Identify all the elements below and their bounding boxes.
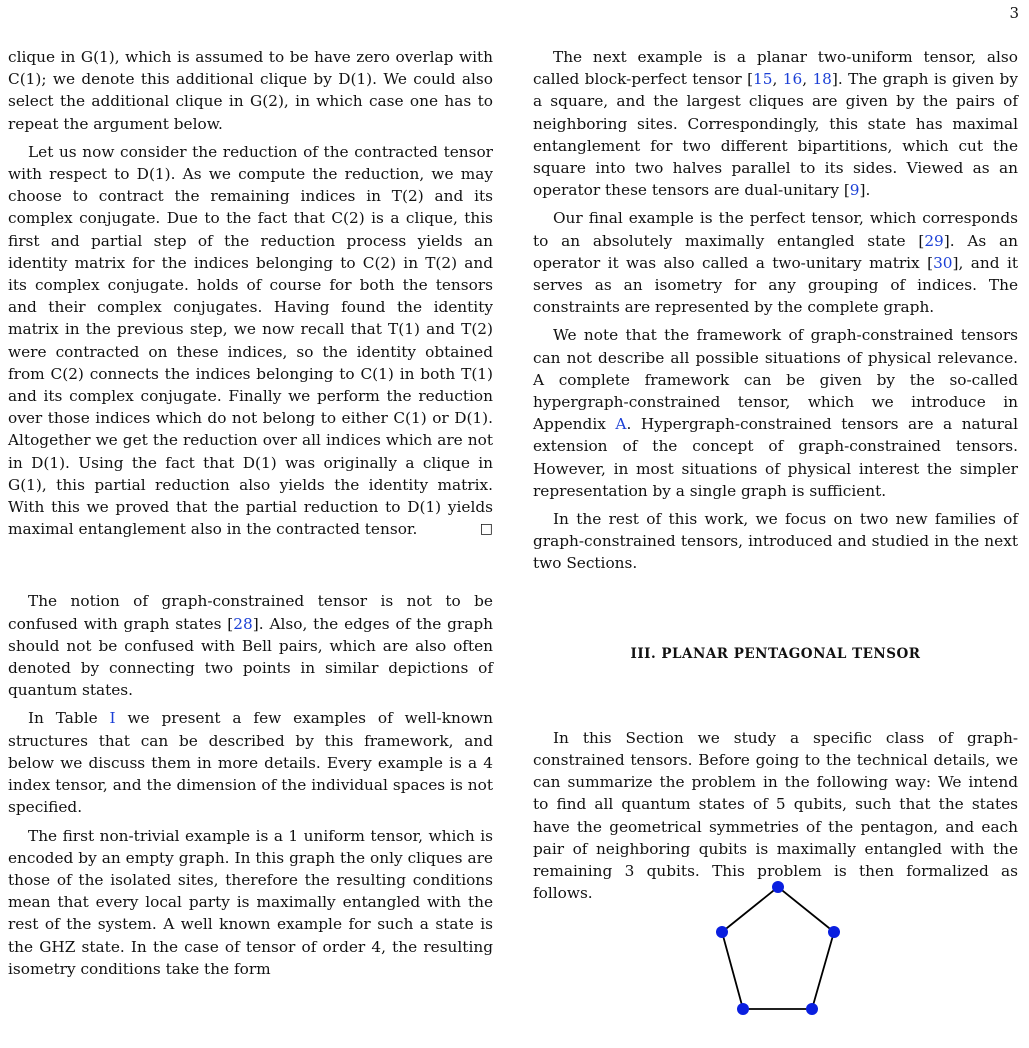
graph-node: [806, 1003, 818, 1015]
pentagon-edges: [722, 887, 834, 1009]
graph-node: [737, 1003, 749, 1015]
pentagon-graph-figure: [700, 875, 860, 1025]
citation-link[interactable]: 16: [782, 70, 803, 89]
citation-link[interactable]: 30: [933, 253, 953, 272]
text: we present a few examples of well-known structures that can be described by this framework, and below we discuss them in more details. Every example is a 4 index tensor, and the dimension of the individual spaces is not specified.: [8, 709, 493, 817]
text: The notion of graph-constrained tensor is not to be confused with graph states [: [8, 592, 493, 633]
table-link[interactable]: I: [109, 709, 116, 728]
citation-link[interactable]: 18: [812, 70, 832, 89]
paragraph: [8, 141, 493, 541]
section-heading: III. PLANAR PENTAGONAL TENSOR: [630, 645, 921, 662]
paragraph: [8, 707, 493, 818]
paragraph: [533, 324, 1018, 502]
left-column: [8, 46, 493, 980]
text: . Hypergraph-constrained tensors are a natural extension of the concept of graph-constrained tensors. However, in most situations of physical interest the simpler representation by a single graph is sufficient.: [533, 415, 1018, 500]
text: ], and it serves as an isometry for any grouping of indices. The constraints are represented by the complete graph.: [533, 253, 1018, 317]
text: ].: [859, 181, 871, 200]
text: The next example is a planar two-uniform tensor, also called block-perfect tensor [: [533, 48, 1018, 89]
paragraph: [533, 207, 1018, 318]
citation-link[interactable]: 28: [233, 614, 253, 633]
right-column: [533, 46, 1018, 905]
paragraph: The first non-trivial example is a 1 uniform tensor, which is encoded by an empty graph. In this graph the only cliques are those of the isolated sites, therefore the resulting conditions mean that every local party is maximally entangled with the rest of the system. A well known example for such a state is the GHZ state. In the case of tensor of order 4, the resulting isometry conditions take the form: [8, 826, 493, 978]
paragraph: clique in G(1), which is assumed to be have zero overlap with C(1); we denote this additional clique by D(1). We could also select the additional clique in G(2), in which case one has to repeat the argument below.: [8, 48, 493, 133]
appendix-link[interactable]: A: [615, 415, 627, 434]
citation-link[interactable]: 29: [924, 231, 944, 250]
page-number: 3: [1009, 4, 1019, 22]
citation-link[interactable]: 15: [753, 70, 773, 89]
graph-node: [828, 926, 840, 938]
text: ]. The graph is given by a square, and the largest cliques are given by the pairs of neighboring sites. Correspondingly, this state has maximal entanglement for two different bipartitions, which cut the square into two halves parallel to its sides. Viewed as an operator these tensors are dual-unitary [: [533, 70, 1018, 200]
paragraph: [8, 590, 493, 701]
graph-node: [716, 926, 728, 938]
text: In Table: [28, 709, 110, 728]
paragraph: In this Section we study a specific class of graph-constrained tensors. Before going to the technical details, we can summarize the problem in the following way: We intend to find all quantum states of 5 qubits, such that the states have the geometrical symmetries of the pentagon, and each pair of neighboring qubits is maximally entangled with the remaining 3 qubits. This problem is then formalized as follows.: [533, 728, 1018, 903]
paragraph: The next example is a planar two-uniform tensor, also called block-perfect tensor [15, 16, 18]. The graph is given by a square, and the largest cliques are given by the pairs of neighboring sites. Correspondingly, this state has maximal entanglement for two different bipartitions, which cut the square into two halves parallel to its sides. Viewed as an operator these tensors are dual-unitary [9].: [533, 48, 1018, 200]
proof-text: Let us now consider the reduction of the contracted tensor with respect to D(1). As we compute the reduction, we may choose to contract the remaining indices in T(2) and its complex conjugate. Due to the fact that C(2) is a clique, this first and partial step of the reduction process yields an identity matrix for the indices belonging to C(2) in T(2) and its complex conjugate. holds of course for both the tensors and their complex conjugates. Having found the identity matrix in the previous step, we now recall that T(1) and T(2) were contracted on these indices, so the identity obtained from C(2) connects the indices belonging to C(1) in both T(1) and its complex conjugate. Finally we perform the reduction over those indices which do not belong to either C(1) or D(1). Altogether we get the reduction over all indices which are not in D(1). Using the fact that D(1) was originally a clique in G(1), this partial reduction also yields the identity matrix. With this we proved that the partial reduction to D(1) yields maximal entanglement also in the contracted tensor.: [8, 142, 493, 539]
qed-symbol: □: [479, 521, 493, 538]
citation-link[interactable]: 9: [849, 181, 860, 200]
text: ]. As an operator it was also called a two-unitary matrix [: [533, 231, 1018, 272]
text: ]. Also, the edges of the graph should not be confused with Bell pairs, which are also often denoted by connecting two points in similar depictions of quantum states.: [8, 614, 493, 700]
paragraph: In the rest of this work, we focus on two new families of graph-constrained tensors, introduced and studied in the next two Sections.: [533, 510, 1018, 573]
text: Our final example is the perfect tensor, which corresponds to an absolutely maximally entangled state [: [533, 209, 1018, 250]
text: We note that the framework of graph-constrained tensors can not describe all possible situations of physical relevance. A complete framework can be given by the so-called hypergraph-constrained tensor, which we introduce in Appendix: [533, 326, 1018, 434]
graph-node: [772, 881, 784, 893]
